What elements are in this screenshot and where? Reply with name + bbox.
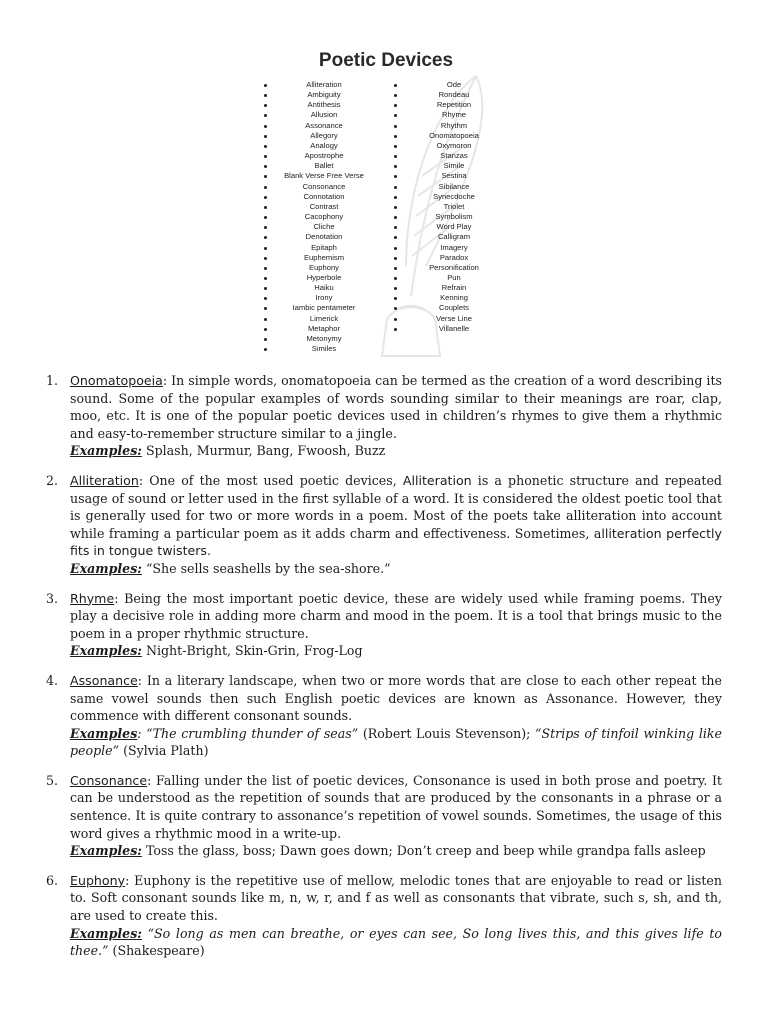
device-list-label: Imagery xyxy=(440,242,468,252)
device-list-item xyxy=(396,273,506,283)
device-list-item xyxy=(266,314,376,324)
device-term: Rhyme xyxy=(70,590,115,606)
examples-label: Examples: xyxy=(70,843,142,859)
device-list-label: Iambic pentameter xyxy=(292,303,356,313)
device-list-item xyxy=(266,141,376,151)
device-list-label: Refrain xyxy=(441,283,467,293)
device-list-item xyxy=(396,141,506,151)
device-list-label: Symbolism xyxy=(435,212,473,222)
device-list-item xyxy=(396,303,506,313)
item-number: 2. xyxy=(46,472,59,488)
device-term-inline: Alliteration xyxy=(402,472,472,488)
examples-label: Examples: xyxy=(70,560,142,576)
device-list-label: Allegory xyxy=(310,130,338,140)
device-item-euphony xyxy=(42,872,722,960)
device-list-label: Personification xyxy=(429,262,479,272)
device-term: Consonance xyxy=(70,772,148,788)
device-list-label: Analogy xyxy=(310,140,338,150)
device-list-item xyxy=(396,192,506,202)
device-list-label: Onomatopoeia xyxy=(429,130,479,140)
device-list-item xyxy=(266,273,376,283)
device-list-item xyxy=(396,243,506,253)
device-list-label: Alliteration xyxy=(306,80,342,89)
device-list-item xyxy=(396,171,506,181)
device-list-item xyxy=(266,243,376,253)
device-description: : Falling under the list of poetic devices, Consonance is used in both prose and poetry. It can be understood as the repetition of sounds that are produced by the consonants in a phrase or a sentence. It is quite contrary to assonance’s repetition of vowel sounds. Sometimes, the usage of this word gives a rhythmic mood in a write-up. xyxy=(70,772,722,841)
device-list-label: Irony xyxy=(315,293,333,303)
device-list-label: Apostrophe xyxy=(304,151,344,161)
devices-list xyxy=(42,372,722,972)
device-list-label: Blank Verse Free Verse xyxy=(284,171,364,181)
device-list-label: Stanzas xyxy=(440,151,468,161)
examples-text: Night-Bright, Skin-Grin, Frog-Log xyxy=(141,643,363,659)
device-term: Alliteration xyxy=(70,472,139,488)
device-list-label: Word Play xyxy=(436,222,472,232)
figure-title: Poetic Devices xyxy=(318,50,454,71)
device-list-item xyxy=(396,283,506,293)
device-term: Euphony xyxy=(70,872,126,888)
device-description: : In a literary landscape, when two or more words that are close to each other repeat the same vowel sounds then such English poetic devices are known as Assonance. However, they commence with different consonant sounds. xyxy=(70,672,722,724)
device-list-item xyxy=(266,253,376,263)
device-list-label: Kenning xyxy=(440,293,468,303)
device-list-item xyxy=(396,263,506,273)
device-list-item xyxy=(266,212,376,222)
device-list-label: Denotation xyxy=(305,232,343,242)
device-list-label: Antithesis xyxy=(307,100,341,110)
device-item-consonance xyxy=(42,772,722,860)
device-description-continued: is a phonetic structure and repeated usage of sound or letter used in the first syllable of a word. It is considered the oldest poetic tool that is generally used for two or more words in a poem. Most of the poets take alliteration into account while framing a particular poem as it adds charm and effectiveness. Sometimes, a xyxy=(70,472,722,541)
device-list-item xyxy=(396,90,506,100)
right-device-list xyxy=(396,80,506,334)
device-list-label: Assonance xyxy=(305,120,343,130)
device-term: Assonance xyxy=(70,672,138,688)
device-list-item xyxy=(266,263,376,273)
device-list-item xyxy=(266,100,376,110)
device-list-label: Cacophony xyxy=(304,212,344,222)
device-list-label: Metaphor xyxy=(307,323,341,333)
item-number: 4. xyxy=(46,672,59,688)
device-list-item xyxy=(396,212,506,222)
item-number: 3. xyxy=(46,590,59,606)
device-list-item xyxy=(396,202,506,212)
device-list-label: Haiku xyxy=(314,283,334,293)
example-author: (Robert Louis Stevenson); xyxy=(358,725,536,741)
device-list-item xyxy=(396,253,506,263)
device-list-label: Allusion xyxy=(310,110,338,120)
device-list-item xyxy=(396,80,506,90)
device-list-label: Consonance xyxy=(302,181,346,191)
device-list-label: Verse Line xyxy=(436,313,472,323)
device-list-label: Euphemism xyxy=(303,252,345,262)
device-list-item xyxy=(266,161,376,171)
device-list-item xyxy=(266,202,376,212)
device-list-item xyxy=(266,110,376,120)
left-device-list xyxy=(266,80,376,354)
device-list-item xyxy=(266,303,376,313)
device-list-label: Epitaph xyxy=(311,242,337,252)
examples-label: Examples: xyxy=(70,925,142,941)
item-number: 5. xyxy=(46,772,59,788)
examples-text: “She sells seashells by the sea-shore.” xyxy=(141,560,391,576)
example-quote: “Strips of tinfoil winking like people” xyxy=(70,725,723,759)
device-list-item xyxy=(266,344,376,354)
device-list-item xyxy=(396,161,506,171)
device-item-rhyme xyxy=(42,590,722,660)
device-list-label: Sestina xyxy=(441,171,467,181)
device-list-label: Triolet xyxy=(443,201,465,211)
device-list-label: Euphony xyxy=(309,262,339,272)
device-list-label: Couplets xyxy=(439,303,469,313)
device-list-label: Connotation xyxy=(303,191,345,201)
item-number: 6. xyxy=(46,872,59,888)
example-author: (Shakespeare) xyxy=(108,943,205,959)
device-list-label: Limerick xyxy=(309,313,339,323)
device-list-item xyxy=(396,131,506,141)
device-list-item xyxy=(396,232,506,242)
device-list-item xyxy=(396,151,506,161)
device-list-label: Rhythm xyxy=(440,120,468,130)
device-item-onomatopoeia xyxy=(42,372,722,460)
device-list-label: Paradox xyxy=(439,252,469,262)
device-list-item xyxy=(396,110,506,120)
device-list-item xyxy=(266,293,376,303)
device-list-item xyxy=(266,283,376,293)
device-list-label: Similes xyxy=(311,344,337,354)
device-list-label: Simile xyxy=(443,161,465,171)
device-list-item xyxy=(266,121,376,131)
examples-text: Splash, Murmur, Bang, Fwoosh, Buzz xyxy=(141,443,386,459)
device-list-item xyxy=(266,334,376,344)
device-list-label: Ambiguity xyxy=(307,90,341,100)
device-list-label: Sibilance xyxy=(438,181,470,191)
device-list-item xyxy=(266,80,376,90)
device-list-item xyxy=(266,182,376,192)
example-quote: : “The crumbling thunder of seas” xyxy=(137,725,359,741)
device-list-label: Hyperbole xyxy=(306,272,342,282)
device-list-item xyxy=(266,232,376,242)
device-list-label: Calligram xyxy=(437,232,471,242)
device-list-item xyxy=(266,131,376,141)
device-term: Onomatopoeia xyxy=(70,373,163,388)
device-item-assonance xyxy=(42,672,722,760)
examples-label: Examples: xyxy=(70,443,142,459)
device-list-label: Ballet xyxy=(314,161,334,171)
item-number: 1. xyxy=(46,373,59,388)
device-list-label: Rondeau xyxy=(438,90,470,100)
device-list-label: Ode xyxy=(446,80,462,89)
examples-label: Examples xyxy=(70,725,138,741)
device-list-item xyxy=(266,151,376,161)
device-list-item xyxy=(396,293,506,303)
device-description: : In simple words, onomatopoeia can be termed as the creation of a word describing its sound. Some of the popular examples of words sounding similar to their meanings are roar, clap, moo, etc. It is one of the popular poetic devices used in children’s rhymes to give them a rhythmic and easy-to-remember structure similar to a jingle. xyxy=(70,373,722,441)
device-description: : Euphony is the repetitive use of mellow, melodic tones that are enjoyable to read or listen to. Soft consonant sounds like m, n, w, r, and f as well as consonants that vibrate, such s, sh, and th, are used to create this. xyxy=(70,872,722,924)
device-list-item xyxy=(396,100,506,110)
device-list-label: Contrast xyxy=(309,201,339,211)
device-list-item xyxy=(396,182,506,192)
example-quote: “So long as men can breathe, or eyes can see, So long lives this, and this gives life to thee.” xyxy=(70,925,722,959)
device-description: : One of the most used poetic devices, xyxy=(138,472,403,488)
device-list-label: Repetition xyxy=(436,100,472,110)
device-list-label: Synecdoche xyxy=(433,191,475,201)
device-list-item xyxy=(396,121,506,131)
device-list-item xyxy=(396,324,506,334)
device-list-item xyxy=(266,324,376,334)
device-item-alliteration xyxy=(42,472,722,578)
device-list-item xyxy=(266,192,376,202)
device-list-item xyxy=(396,314,506,324)
device-description-emphasis: lliteration perfectly fits in tongue twisters. xyxy=(70,525,723,559)
example-author: (Sylvia Plath) xyxy=(119,743,209,759)
device-list-label: Oxymoron xyxy=(436,140,472,150)
device-list-item xyxy=(266,171,376,181)
poetic-devices-figure xyxy=(256,46,512,358)
device-list-label: Villanelle xyxy=(438,323,470,333)
device-list-label: Pun xyxy=(447,272,461,282)
device-description: : Being the most important poetic device, these are widely used while framing poems. They play a decisive role in adding more charm and mood in the poem. It is a tool that brings music to the poem in a proper rhythmic structure. xyxy=(70,590,722,641)
device-list-item xyxy=(266,90,376,100)
device-list-item xyxy=(396,222,506,232)
device-list-item xyxy=(266,222,376,232)
device-list-label: Cliche xyxy=(313,222,335,232)
examples-text: Toss the glass, boss; Dawn goes down; Don’t creep and beep while grandpa falls asleep xyxy=(141,843,706,859)
device-list-label: Rhyme xyxy=(441,110,467,120)
device-list-label: Metonymy xyxy=(306,333,342,343)
examples-label: Examples: xyxy=(70,643,142,659)
